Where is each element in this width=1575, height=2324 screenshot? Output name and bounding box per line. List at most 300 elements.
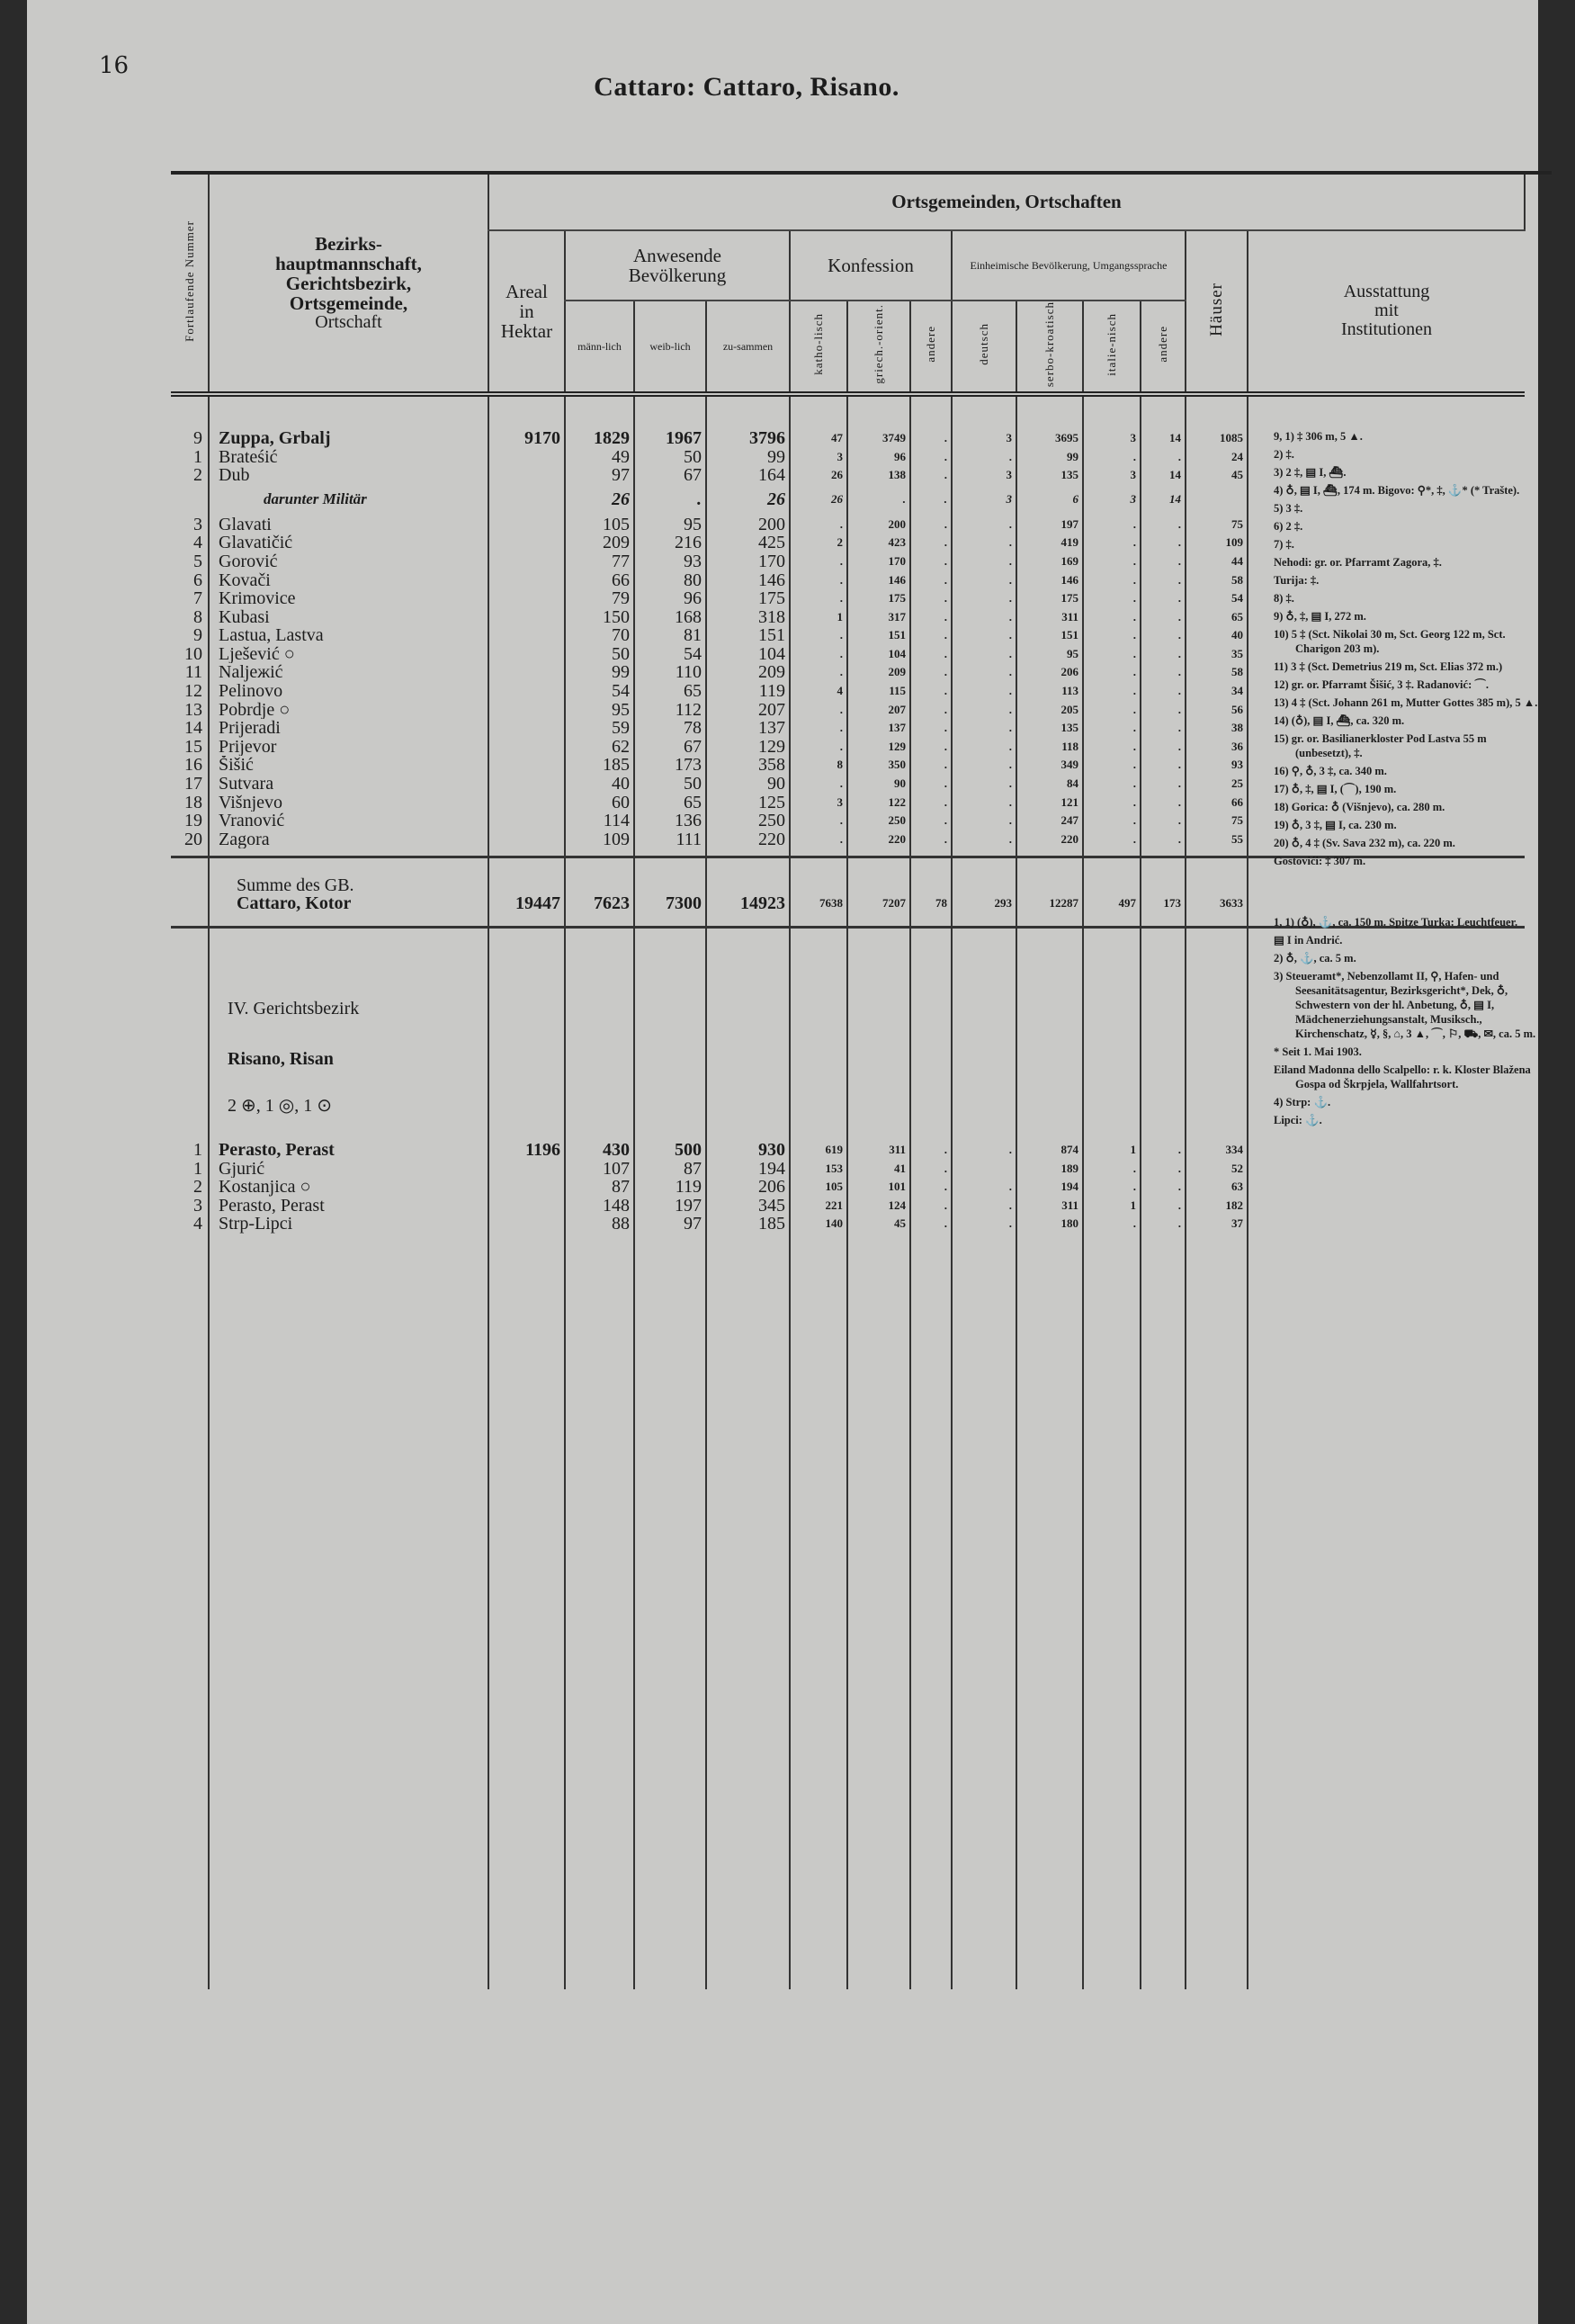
ausstattung-cell bbox=[1248, 1178, 1525, 1197]
empty-cell bbox=[209, 394, 488, 429]
value-cell: 930 bbox=[706, 1141, 790, 1160]
summary-value: 7638 bbox=[790, 894, 847, 913]
value-cell: . bbox=[952, 448, 1016, 467]
empty-cell bbox=[1141, 913, 1186, 928]
value-cell: . bbox=[910, 794, 952, 812]
row-number: 18 bbox=[184, 793, 202, 812]
value-cell: 38 bbox=[1186, 719, 1248, 738]
summary-value: 7207 bbox=[847, 894, 910, 913]
value-cell: 58 bbox=[1186, 663, 1248, 682]
row-number: 1 bbox=[193, 447, 202, 467]
empty-cell bbox=[488, 928, 565, 1019]
place-name: Glavati bbox=[209, 516, 488, 534]
value-cell: . bbox=[910, 534, 952, 552]
value-cell: 216 bbox=[634, 534, 706, 552]
empty-cell bbox=[565, 1069, 634, 1116]
value-cell: . bbox=[910, 663, 952, 682]
empty-cell bbox=[790, 857, 847, 895]
empty-cell bbox=[1186, 394, 1248, 429]
value-cell bbox=[488, 448, 565, 467]
value-cell: 8 bbox=[790, 756, 847, 775]
header-number-label: Fortlaufende Nummer bbox=[182, 220, 196, 342]
value-cell: 175 bbox=[1016, 589, 1083, 608]
header-areal-line: Hektar bbox=[500, 319, 553, 342]
value-cell: 318 bbox=[706, 608, 790, 627]
value-cell: . bbox=[910, 608, 952, 627]
summary-value: 293 bbox=[952, 894, 1016, 913]
value-cell: 129 bbox=[847, 738, 910, 757]
value-cell: 58 bbox=[1186, 571, 1248, 590]
empty-cell bbox=[209, 913, 488, 928]
value-cell: 54 bbox=[1186, 589, 1248, 608]
value-cell: . bbox=[847, 485, 910, 516]
empty-cell bbox=[1186, 1069, 1248, 1116]
value-cell: . bbox=[952, 626, 1016, 645]
value-cell: 140 bbox=[790, 1215, 847, 1234]
empty-cell bbox=[706, 928, 790, 1019]
value-cell: . bbox=[1083, 756, 1141, 775]
empty-cell bbox=[952, 1069, 1016, 1116]
value-cell: 114 bbox=[565, 812, 634, 830]
note-entry: ▤ I in Andrić. bbox=[1274, 934, 1343, 947]
value-cell: . bbox=[1141, 1178, 1186, 1197]
value-cell: 170 bbox=[706, 552, 790, 571]
empty-cell bbox=[171, 913, 209, 928]
note-entry: Turija: ‡. bbox=[1274, 574, 1320, 587]
empty-cell bbox=[1186, 928, 1248, 1019]
value-cell: . bbox=[952, 1178, 1016, 1197]
value-cell: 66 bbox=[565, 571, 634, 590]
place-name: Lastua, Lastva bbox=[209, 626, 488, 645]
value-cell: . bbox=[1141, 626, 1186, 645]
empty-cell bbox=[910, 1234, 952, 1989]
header-haeuser bbox=[1186, 230, 1248, 394]
note-entry: 3) Steueramt*, Nebenzollamt II, ⚲, Hafen- und Seesanitätsagentur, Bezirksgericht*, Dek, ♁, Schwestern von der hl. Anbetung, ♁, ▤ I, Mädchenerziehungsanstalt, Musiksch., Kirchenschatz, ☿, §, ⌂, 3 ▲, ⌒, ⚐, ⛟, ✉, ca. 5 m. bbox=[1274, 970, 1536, 1040]
value-cell: . bbox=[1083, 552, 1141, 571]
value-cell: . bbox=[1141, 534, 1186, 552]
empty-cell bbox=[488, 857, 565, 895]
place-name: Zuppa, Grbalj bbox=[209, 429, 488, 448]
value-cell: 60 bbox=[565, 794, 634, 812]
note-entry: 11) 3 ‡ (Sct. Demetrius 219 m, Sct. Elias 372 m.) bbox=[1274, 660, 1503, 673]
note-entry: 9, 1) ‡ 306 m, 5 ▲. bbox=[1274, 430, 1363, 443]
header-ausstattung-line: mit bbox=[1374, 301, 1399, 321]
value-cell: 3796 bbox=[706, 429, 790, 448]
note-entry: 2) ‡. bbox=[1274, 448, 1294, 461]
place-name: Dub bbox=[209, 466, 488, 485]
value-cell: 97 bbox=[634, 1215, 706, 1234]
note-entry: 13) 4 ‡ (Sct. Johann 261 m, Mutter Gottes 385 m), 5 ▲. bbox=[1274, 696, 1538, 709]
value-cell: 350 bbox=[847, 756, 910, 775]
empty-cell bbox=[952, 1116, 1016, 1141]
value-cell: . bbox=[952, 1197, 1016, 1216]
value-cell: . bbox=[952, 812, 1016, 830]
value-cell: 90 bbox=[847, 775, 910, 794]
value-cell: 104 bbox=[706, 645, 790, 664]
value-cell: 70 bbox=[565, 626, 634, 645]
empty-cell bbox=[790, 1069, 847, 1116]
value-cell: 67 bbox=[634, 738, 706, 757]
value-cell: . bbox=[952, 794, 1016, 812]
note-entry: Nehodi: gr. or. Pfarramt Zagora, ‡. bbox=[1274, 556, 1442, 569]
header-areal-line: in bbox=[519, 300, 534, 322]
value-cell: 2 bbox=[790, 534, 847, 552]
page-title: Cattaro: Cattaro, Risano. bbox=[594, 72, 899, 102]
value-cell bbox=[488, 534, 565, 552]
value-cell: 63 bbox=[1186, 1178, 1248, 1197]
value-cell: 220 bbox=[847, 830, 910, 849]
value-cell: 97 bbox=[565, 466, 634, 485]
place-name: Gorović bbox=[209, 552, 488, 571]
empty-cell bbox=[171, 1069, 209, 1116]
page-number: 16 bbox=[99, 52, 130, 79]
value-cell: . bbox=[790, 645, 847, 664]
empty-cell bbox=[847, 928, 910, 1019]
value-cell: . bbox=[1141, 682, 1186, 701]
empty-cell bbox=[790, 913, 847, 928]
value-cell: 50 bbox=[565, 645, 634, 664]
value-cell: 65 bbox=[1186, 608, 1248, 627]
value-cell: 168 bbox=[634, 608, 706, 627]
value-cell: 151 bbox=[706, 626, 790, 645]
value-cell: 500 bbox=[634, 1141, 706, 1160]
header-italienisch-label: italie-nisch bbox=[1105, 312, 1119, 376]
value-cell: 62 bbox=[565, 738, 634, 757]
row-number: 13 bbox=[184, 700, 202, 720]
notes-gap bbox=[1274, 872, 1544, 915]
value-cell: . bbox=[1083, 701, 1141, 720]
place-name: Višnjevo bbox=[209, 794, 488, 812]
value-cell bbox=[488, 775, 565, 794]
summary-value: 14923 bbox=[706, 894, 790, 913]
place-name: Kovači bbox=[209, 571, 488, 590]
value-cell: 173 bbox=[634, 756, 706, 775]
value-cell: 101 bbox=[847, 1178, 910, 1197]
value-cell: . bbox=[1083, 589, 1141, 608]
empty-cell bbox=[910, 1116, 952, 1141]
value-cell: . bbox=[910, 645, 952, 664]
empty-cell bbox=[1141, 848, 1186, 857]
value-cell: 65 bbox=[634, 682, 706, 701]
row-number: 9 bbox=[193, 626, 202, 645]
value-cell: 311 bbox=[1016, 608, 1083, 627]
value-cell: 205 bbox=[1016, 701, 1083, 720]
value-cell: . bbox=[1141, 589, 1186, 608]
summary-name: Cattaro, Kotor bbox=[209, 894, 488, 913]
place-name: Prijevor bbox=[209, 738, 488, 757]
empty-cell bbox=[1083, 394, 1141, 429]
value-cell: 3 bbox=[790, 794, 847, 812]
header-ausstattung-line: Institutionen bbox=[1340, 319, 1433, 340]
ausstattung-cell bbox=[1248, 1160, 1525, 1179]
notes-risano bbox=[1274, 915, 1544, 1127]
value-cell: 209 bbox=[565, 534, 634, 552]
value-cell bbox=[488, 626, 565, 645]
value-cell: 124 bbox=[847, 1197, 910, 1216]
header-konfession: Konfession bbox=[790, 230, 952, 301]
value-cell: 419 bbox=[1016, 534, 1083, 552]
value-cell: 207 bbox=[847, 701, 910, 720]
empty-cell bbox=[910, 857, 952, 895]
header-name-line: Bezirks- bbox=[315, 232, 382, 255]
note-entry: 8) ‡. bbox=[1274, 592, 1294, 605]
empty-cell bbox=[1186, 913, 1248, 928]
risano-row bbox=[171, 1141, 1525, 1160]
place-name: Prijeradi bbox=[209, 719, 488, 738]
header-katholisch-label: katho-lisch bbox=[811, 313, 826, 375]
value-cell: . bbox=[1141, 701, 1186, 720]
value-cell: 55 bbox=[1186, 830, 1248, 849]
value-cell: . bbox=[790, 719, 847, 738]
value-cell: 50 bbox=[634, 775, 706, 794]
value-cell: 95 bbox=[634, 516, 706, 534]
value-cell: . bbox=[1083, 645, 1141, 664]
value-cell: . bbox=[1083, 516, 1141, 534]
empty-cell bbox=[706, 394, 790, 429]
value-cell: 138 bbox=[847, 466, 910, 485]
value-cell: 185 bbox=[706, 1215, 790, 1234]
value-cell: 111 bbox=[634, 830, 706, 849]
value-cell: . bbox=[952, 552, 1016, 571]
empty-cell bbox=[634, 1234, 706, 1989]
empty-cell bbox=[1141, 1234, 1186, 1989]
value-cell: 185 bbox=[565, 756, 634, 775]
value-cell: 35 bbox=[1186, 645, 1248, 664]
empty-cell bbox=[171, 928, 209, 1019]
value-cell: . bbox=[790, 812, 847, 830]
summary-value: 497 bbox=[1083, 894, 1141, 913]
place-name: Sutvara bbox=[209, 775, 488, 794]
header-maennlich: männ-lich bbox=[565, 301, 634, 394]
value-cell: 96 bbox=[634, 589, 706, 608]
empty-cell bbox=[706, 857, 790, 895]
empty-cell bbox=[706, 848, 790, 857]
value-cell bbox=[488, 552, 565, 571]
value-cell: . bbox=[1141, 552, 1186, 571]
value-cell bbox=[488, 830, 565, 849]
empty-cell bbox=[171, 1116, 209, 1141]
row-number: 5 bbox=[193, 552, 202, 571]
value-cell: . bbox=[1083, 1160, 1141, 1179]
note-entry: 5) 3 ‡. bbox=[1274, 502, 1303, 515]
value-cell: 105 bbox=[565, 516, 634, 534]
value-cell: 34 bbox=[1186, 682, 1248, 701]
value-cell: 206 bbox=[706, 1178, 790, 1197]
value-cell: 44 bbox=[1186, 552, 1248, 571]
header-population: Anwesende Bevölkerung bbox=[565, 230, 790, 301]
value-cell: . bbox=[952, 571, 1016, 590]
value-cell: . bbox=[910, 571, 952, 590]
value-cell: 122 bbox=[847, 794, 910, 812]
value-cell: 36 bbox=[1186, 738, 1248, 757]
value-cell: . bbox=[952, 719, 1016, 738]
empty-cell bbox=[1186, 848, 1248, 857]
row-number: 1 bbox=[193, 1141, 202, 1160]
value-cell: 56 bbox=[1186, 701, 1248, 720]
value-cell: 220 bbox=[1016, 830, 1083, 849]
section-title: IV. Gerichtsbezirk bbox=[209, 928, 488, 1019]
header-serbokroatisch bbox=[1016, 301, 1083, 394]
value-cell: . bbox=[1141, 719, 1186, 738]
empty-cell bbox=[790, 394, 847, 429]
value-cell: 221 bbox=[790, 1197, 847, 1216]
place-name: Perasto, Perast bbox=[209, 1197, 488, 1216]
value-cell: . bbox=[1083, 534, 1141, 552]
value-cell: 112 bbox=[634, 701, 706, 720]
value-cell: 119 bbox=[634, 1178, 706, 1197]
value-cell: 99 bbox=[706, 448, 790, 467]
value-cell bbox=[488, 812, 565, 830]
section-symbols: 2 ⊕, 1 ◎, 1 ⊙ bbox=[209, 1069, 488, 1116]
empty-cell bbox=[1016, 848, 1083, 857]
notes-cattaro bbox=[1274, 429, 1544, 915]
note-entry: 4) Strp: ⚓. bbox=[1274, 1096, 1331, 1108]
header-number bbox=[171, 175, 209, 394]
value-cell: . bbox=[952, 830, 1016, 849]
empty-cell bbox=[565, 1234, 634, 1989]
value-cell: . bbox=[1141, 756, 1186, 775]
value-cell: 3 bbox=[952, 466, 1016, 485]
empty-cell bbox=[209, 1234, 488, 1989]
empty-cell bbox=[171, 1018, 209, 1069]
row-number: 14 bbox=[184, 719, 202, 738]
row-number: 16 bbox=[184, 756, 202, 776]
value-cell: 200 bbox=[847, 516, 910, 534]
value-cell: 26 bbox=[790, 485, 847, 516]
summary-value: 7300 bbox=[634, 894, 706, 913]
value-cell: 93 bbox=[1186, 756, 1248, 775]
value-cell: 874 bbox=[1016, 1141, 1083, 1160]
header-sprache: Einheimische Bevölkerung, Umgangssprache bbox=[952, 230, 1186, 301]
empty-cell bbox=[1141, 394, 1186, 429]
value-cell: . bbox=[952, 701, 1016, 720]
empty-cell bbox=[1016, 1069, 1083, 1116]
value-cell: 146 bbox=[706, 571, 790, 590]
header-griech-orient-label: griech.-orient. bbox=[872, 304, 886, 384]
note-entry: 4) ♁, ▤ I, ⛴, 174 m. Bigovo: ⚲*, ‡, ⚓* (* Trašte). bbox=[1274, 484, 1520, 497]
place-name: Šišić bbox=[209, 756, 488, 775]
value-cell: 3 bbox=[1083, 485, 1141, 516]
place-name: Kostanjica ○ bbox=[209, 1178, 488, 1197]
note-entry: 20) ♁, 4 ‡ (Sv. Sava 232 m), ca. 220 m. bbox=[1274, 837, 1455, 849]
value-cell bbox=[488, 485, 565, 516]
value-cell: . bbox=[1141, 812, 1186, 830]
header-sprache-andere-label: andere bbox=[1156, 326, 1170, 363]
value-cell: 115 bbox=[847, 682, 910, 701]
header-zusammen: zu-sammen bbox=[706, 301, 790, 394]
value-cell: . bbox=[910, 756, 952, 775]
value-cell: 125 bbox=[706, 794, 790, 812]
value-cell: . bbox=[1141, 1197, 1186, 1216]
value-cell: 104 bbox=[847, 645, 910, 664]
empty-cell bbox=[634, 1069, 706, 1116]
value-cell: 247 bbox=[1016, 812, 1083, 830]
value-cell: . bbox=[1083, 738, 1141, 757]
empty-cell bbox=[1016, 913, 1083, 928]
value-cell: 75 bbox=[1186, 812, 1248, 830]
empty-cell bbox=[1016, 394, 1083, 429]
place-name: Kubasi bbox=[209, 608, 488, 627]
value-cell: . bbox=[1141, 608, 1186, 627]
empty-cell bbox=[1141, 857, 1186, 895]
summary-value: 78 bbox=[910, 894, 952, 913]
row-number: 9 bbox=[193, 428, 202, 448]
value-cell: 1829 bbox=[565, 429, 634, 448]
value-cell: . bbox=[1083, 719, 1141, 738]
row-number: 2 bbox=[193, 1178, 202, 1197]
note-entry: 18) Gorica: ♁ (Višnjevo), ca. 280 m. bbox=[1274, 801, 1445, 813]
value-cell: 52 bbox=[1186, 1160, 1248, 1179]
value-cell: 4 bbox=[790, 682, 847, 701]
empty-cell bbox=[790, 1234, 847, 1989]
header-italienisch bbox=[1083, 301, 1141, 394]
empty-cell bbox=[1083, 1069, 1141, 1116]
value-cell: 87 bbox=[565, 1178, 634, 1197]
value-cell: 95 bbox=[565, 701, 634, 720]
value-cell: . bbox=[910, 1160, 952, 1179]
empty-cell bbox=[910, 1069, 952, 1116]
place-name: darunter Militär bbox=[209, 485, 488, 516]
value-cell: . bbox=[1083, 1215, 1141, 1234]
note-entry: * Seit 1. Mai 1903. bbox=[1274, 1045, 1362, 1058]
value-cell: . bbox=[910, 485, 952, 516]
value-cell: 137 bbox=[706, 719, 790, 738]
empty-cell bbox=[1141, 1018, 1186, 1069]
value-cell bbox=[488, 663, 565, 682]
empty-cell bbox=[488, 1234, 565, 1989]
value-cell bbox=[488, 466, 565, 485]
empty-cell bbox=[1016, 857, 1083, 895]
value-cell: 109 bbox=[1186, 534, 1248, 552]
value-cell: 3 bbox=[952, 485, 1016, 516]
row-number: 10 bbox=[184, 644, 202, 664]
value-cell: 3 bbox=[1083, 429, 1141, 448]
value-cell: 88 bbox=[565, 1215, 634, 1234]
summary-value: 3633 bbox=[1186, 894, 1248, 913]
row-number: 8 bbox=[193, 607, 202, 627]
empty-cell bbox=[634, 928, 706, 1019]
value-cell bbox=[488, 794, 565, 812]
value-cell: 182 bbox=[1186, 1197, 1248, 1216]
empty-cell bbox=[1186, 857, 1248, 895]
value-cell: . bbox=[910, 1141, 952, 1160]
value-cell: . bbox=[910, 830, 952, 849]
section-district: Risano, Risan bbox=[209, 1018, 488, 1069]
value-cell: 250 bbox=[706, 812, 790, 830]
header-haeuser-label: Häuser bbox=[1206, 282, 1226, 336]
empty-cell bbox=[847, 857, 910, 895]
note-entry: 3) 2 ‡, ▤ I, ⛴. bbox=[1274, 466, 1347, 479]
empty-cell bbox=[488, 913, 565, 928]
value-cell: 54 bbox=[565, 682, 634, 701]
empty-cell bbox=[910, 848, 952, 857]
value-cell: 148 bbox=[565, 1197, 634, 1216]
value-cell: 194 bbox=[1016, 1178, 1083, 1197]
empty-cell bbox=[706, 1234, 790, 1989]
header-serbokroatisch-label: serbo-kroatisch bbox=[1043, 301, 1057, 388]
value-cell: 136 bbox=[634, 812, 706, 830]
empty-cell bbox=[565, 394, 634, 429]
value-cell: . bbox=[952, 516, 1016, 534]
place-name: Zagora bbox=[209, 830, 488, 849]
row-number: 4 bbox=[193, 1215, 202, 1234]
value-cell: 1 bbox=[1083, 1141, 1141, 1160]
value-cell: . bbox=[1141, 738, 1186, 757]
empty-cell bbox=[790, 848, 847, 857]
value-cell: 14 bbox=[1141, 466, 1186, 485]
empty-cell bbox=[634, 913, 706, 928]
value-cell: 87 bbox=[634, 1160, 706, 1179]
